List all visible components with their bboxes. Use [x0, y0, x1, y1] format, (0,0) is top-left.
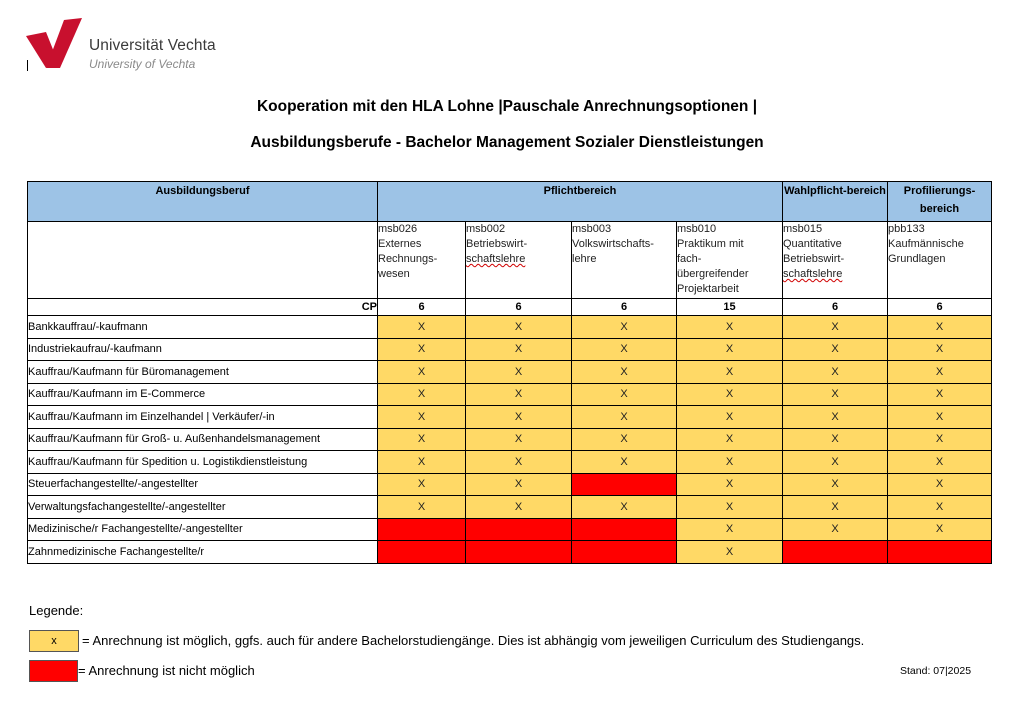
credit-possible-cell: X: [888, 518, 992, 541]
credit-possible-cell: X: [572, 361, 677, 384]
ausbildungsberuf-cell: Steuerfachangestellte/-angestellter: [28, 473, 378, 496]
credit-possible-cell: X: [888, 451, 992, 474]
credit-possible-cell: X: [677, 496, 783, 519]
table-row: [28, 361, 992, 384]
credit-possible-cell: X: [888, 428, 992, 451]
credit-possible-cell: X: [466, 451, 572, 474]
module-name-line: Externes: [378, 238, 422, 250]
credit-possible-cell: X: [466, 406, 572, 429]
ausbildungsberuf-cell: Kauffrau/Kaufmann im Einzelhandel | Verkäufer/-in: [28, 406, 378, 429]
credit-possible-cell: X: [783, 338, 888, 361]
page-subtitle: Ausbildungsberufe - Bachelor Management Sozialer Dienstleistungen: [250, 134, 764, 151]
credit-possible-cell: X: [466, 383, 572, 406]
credit-possible-cell: X: [783, 316, 888, 339]
ausbildungsberuf-cell: Kauffrau/Kaufmann für Groß- u. Außenhandelsmanagement: [28, 428, 378, 451]
table-row: [28, 428, 992, 451]
cp-value: 6: [378, 299, 466, 316]
group-header-row: [28, 182, 992, 222]
credit-possible-cell: X: [378, 383, 466, 406]
credit-possible-cell: X: [378, 428, 466, 451]
table-row: [28, 316, 992, 339]
credit-possible-cell: X: [677, 428, 783, 451]
table-row: [28, 473, 992, 496]
credit-possible-cell: X: [888, 496, 992, 519]
module-header-pbb133: [888, 222, 992, 299]
ausbildungsberuf-cell: Kauffrau/Kaufmann für Spedition u. Logistikdienstleistung: [28, 451, 378, 474]
table-row: [28, 383, 992, 406]
module-code: msb015: [783, 223, 823, 235]
credit-possible-cell: X: [378, 473, 466, 496]
credit-not-possible-cell: [572, 518, 677, 541]
table-row: [28, 518, 992, 541]
credit-possible-cell: X: [466, 338, 572, 361]
module-code: pbb133: [888, 223, 925, 235]
credit-possible-cell: X: [677, 541, 783, 564]
checkmark-logo-icon: [26, 18, 84, 70]
credit-not-possible-cell: [378, 518, 466, 541]
module-header-msb026: [378, 222, 466, 299]
legend-title: Legende:: [29, 603, 84, 618]
module-name-line: Projektarbeit: [677, 283, 739, 295]
module-name-line: Quantitative: [783, 238, 842, 250]
logo-name: Universität Vechta: [89, 37, 216, 54]
profil-label: Profilierungs-bereich: [903, 185, 976, 215]
credit-possible-cell: X: [378, 361, 466, 384]
text-cursor: [27, 60, 28, 71]
ausbildungsberuf-cell: Kauffrau/Kaufmann für Büromanagement: [28, 361, 378, 384]
ausbildungsberuf-cell: Industriekaufrau/-kaufmann: [28, 338, 378, 361]
module-code: msb002: [466, 223, 506, 235]
credit-not-possible-cell: [466, 541, 572, 564]
credit-possible-cell: X: [466, 473, 572, 496]
credit-not-possible-cell: [572, 541, 677, 564]
legend-yes-text: = Anrechnung ist möglich, ggfs. auch für andere Bachelorstudiengänge. Dies ist abhängig vom jeweiligen Curriculum des Studiengangs.: [82, 633, 865, 648]
header-pflichtbereich: Pflichtbereich: [378, 182, 783, 222]
wahlpflicht-label: Wahlpflicht-bereich: [784, 185, 886, 197]
header-ausbildungsberuf: Ausbildungsberuf: [28, 182, 378, 222]
credit-not-possible-cell: [378, 541, 466, 564]
table-row: [28, 496, 992, 519]
module-name-line: übergreifender: [677, 268, 749, 280]
credit-possible-cell: X: [378, 406, 466, 429]
credit-possible-cell: X: [378, 316, 466, 339]
credit-possible-cell: X: [677, 473, 783, 496]
module-name-line: fach-: [677, 253, 702, 265]
ausbildungsberuf-cell: Bankkauffrau/-kaufmann: [28, 316, 378, 339]
ausbildungsberuf-cell: Zahnmedizinische Fachangestellte/r: [28, 541, 378, 564]
cp-value: 6: [783, 299, 888, 316]
credit-possible-cell: X: [466, 316, 572, 339]
ausbildungsberuf-cell: Verwaltungsfachangestellte/-angestellter: [28, 496, 378, 519]
table-row: [28, 338, 992, 361]
credit-possible-cell: X: [572, 406, 677, 429]
credit-possible-cell: X: [783, 406, 888, 429]
university-logo: [26, 18, 236, 74]
module-name-line: schaftslehre: [783, 268, 843, 280]
credit-possible-cell: X: [466, 361, 572, 384]
cp-value: 6: [466, 299, 572, 316]
module-name-line: lehre: [572, 253, 597, 265]
module-header-msb015: [783, 222, 888, 299]
header-wahlpflichtbereich: [783, 182, 888, 222]
credit-possible-cell: X: [677, 361, 783, 384]
module-header-msb002: [466, 222, 572, 299]
credit-possible-cell: X: [378, 451, 466, 474]
ausbildungsberuf-cell: Kauffrau/Kaufmann im E-Commerce: [28, 383, 378, 406]
credit-possible-cell: X: [572, 383, 677, 406]
table-row: [28, 541, 992, 564]
credit-possible-cell: X: [783, 518, 888, 541]
module-name-line: Betriebswirt-: [466, 238, 528, 250]
credit-not-possible-cell: [466, 518, 572, 541]
module-header-msb010: [677, 222, 783, 299]
logo-subtitle: University of Vechta: [89, 57, 196, 71]
credit-possible-cell: X: [572, 496, 677, 519]
table-row: [28, 451, 992, 474]
module-name-line: wesen: [378, 268, 410, 280]
credit-possible-cell: X: [378, 496, 466, 519]
credit-table: [27, 181, 992, 564]
credit-not-possible-cell: [888, 541, 992, 564]
credit-possible-cell: X: [783, 383, 888, 406]
cp-row: [28, 299, 992, 316]
cp-label: CP: [28, 299, 378, 316]
credit-possible-cell: X: [783, 428, 888, 451]
credit-possible-cell: X: [888, 406, 992, 429]
credit-possible-cell: X: [783, 496, 888, 519]
credit-possible-cell: X: [572, 316, 677, 339]
credit-possible-cell: X: [677, 338, 783, 361]
module-code: msb026: [378, 223, 418, 235]
module-name-line: Praktikum mit: [677, 238, 744, 250]
credit-possible-cell: X: [466, 428, 572, 451]
module-header-msb003: [572, 222, 677, 299]
credit-possible-cell: X: [677, 451, 783, 474]
header-profilierungsbereich: [888, 182, 992, 222]
credit-possible-cell: X: [572, 428, 677, 451]
credit-possible-cell: X: [888, 316, 992, 339]
module-code: msb003: [572, 223, 612, 235]
page-title: Kooperation mit den HLA Lohne |Pauschale Anrechnungsoptionen |: [256, 98, 758, 115]
cp-value: 15: [677, 299, 783, 316]
legend-no-swatch: [29, 660, 78, 682]
module-name-line: schaftslehre: [466, 253, 526, 265]
credit-possible-cell: X: [888, 338, 992, 361]
credit-possible-cell: X: [783, 361, 888, 384]
credit-not-possible-cell: [783, 541, 888, 564]
cp-value: 6: [888, 299, 992, 316]
module-row: [28, 222, 992, 299]
credit-possible-cell: X: [888, 361, 992, 384]
module-code: msb010: [677, 223, 717, 235]
module-name-line: Grundlagen: [888, 253, 946, 265]
credit-possible-cell: X: [888, 473, 992, 496]
credit-possible-cell: X: [888, 383, 992, 406]
credit-possible-cell: X: [466, 496, 572, 519]
stand-date: Stand: 07|2025: [900, 665, 972, 677]
module-name-line: Betriebswirt-: [783, 253, 845, 265]
credit-possible-cell: X: [783, 451, 888, 474]
table-row: [28, 406, 992, 429]
legend-no-text: = Anrechnung ist nicht möglich: [78, 663, 255, 678]
legend-yes-swatch: x: [29, 630, 79, 652]
cp-value: 6: [572, 299, 677, 316]
module-name-line: Kaufmännische: [888, 238, 964, 250]
credit-possible-cell: X: [572, 338, 677, 361]
ausbildungsberuf-cell: Medizinische/r Fachangestellte/-angestellter: [28, 518, 378, 541]
module-row-empty: [28, 222, 378, 299]
credit-possible-cell: X: [677, 316, 783, 339]
credit-possible-cell: X: [677, 518, 783, 541]
credit-possible-cell: X: [677, 383, 783, 406]
credit-possible-cell: X: [677, 406, 783, 429]
credit-possible-cell: X: [783, 473, 888, 496]
module-name-line: Rechnungs-: [378, 253, 438, 265]
credit-possible-cell: X: [378, 338, 466, 361]
module-name-line: Volkswirtschafts-: [572, 238, 654, 250]
credit-not-possible-cell: [572, 473, 677, 496]
credit-possible-cell: X: [572, 451, 677, 474]
